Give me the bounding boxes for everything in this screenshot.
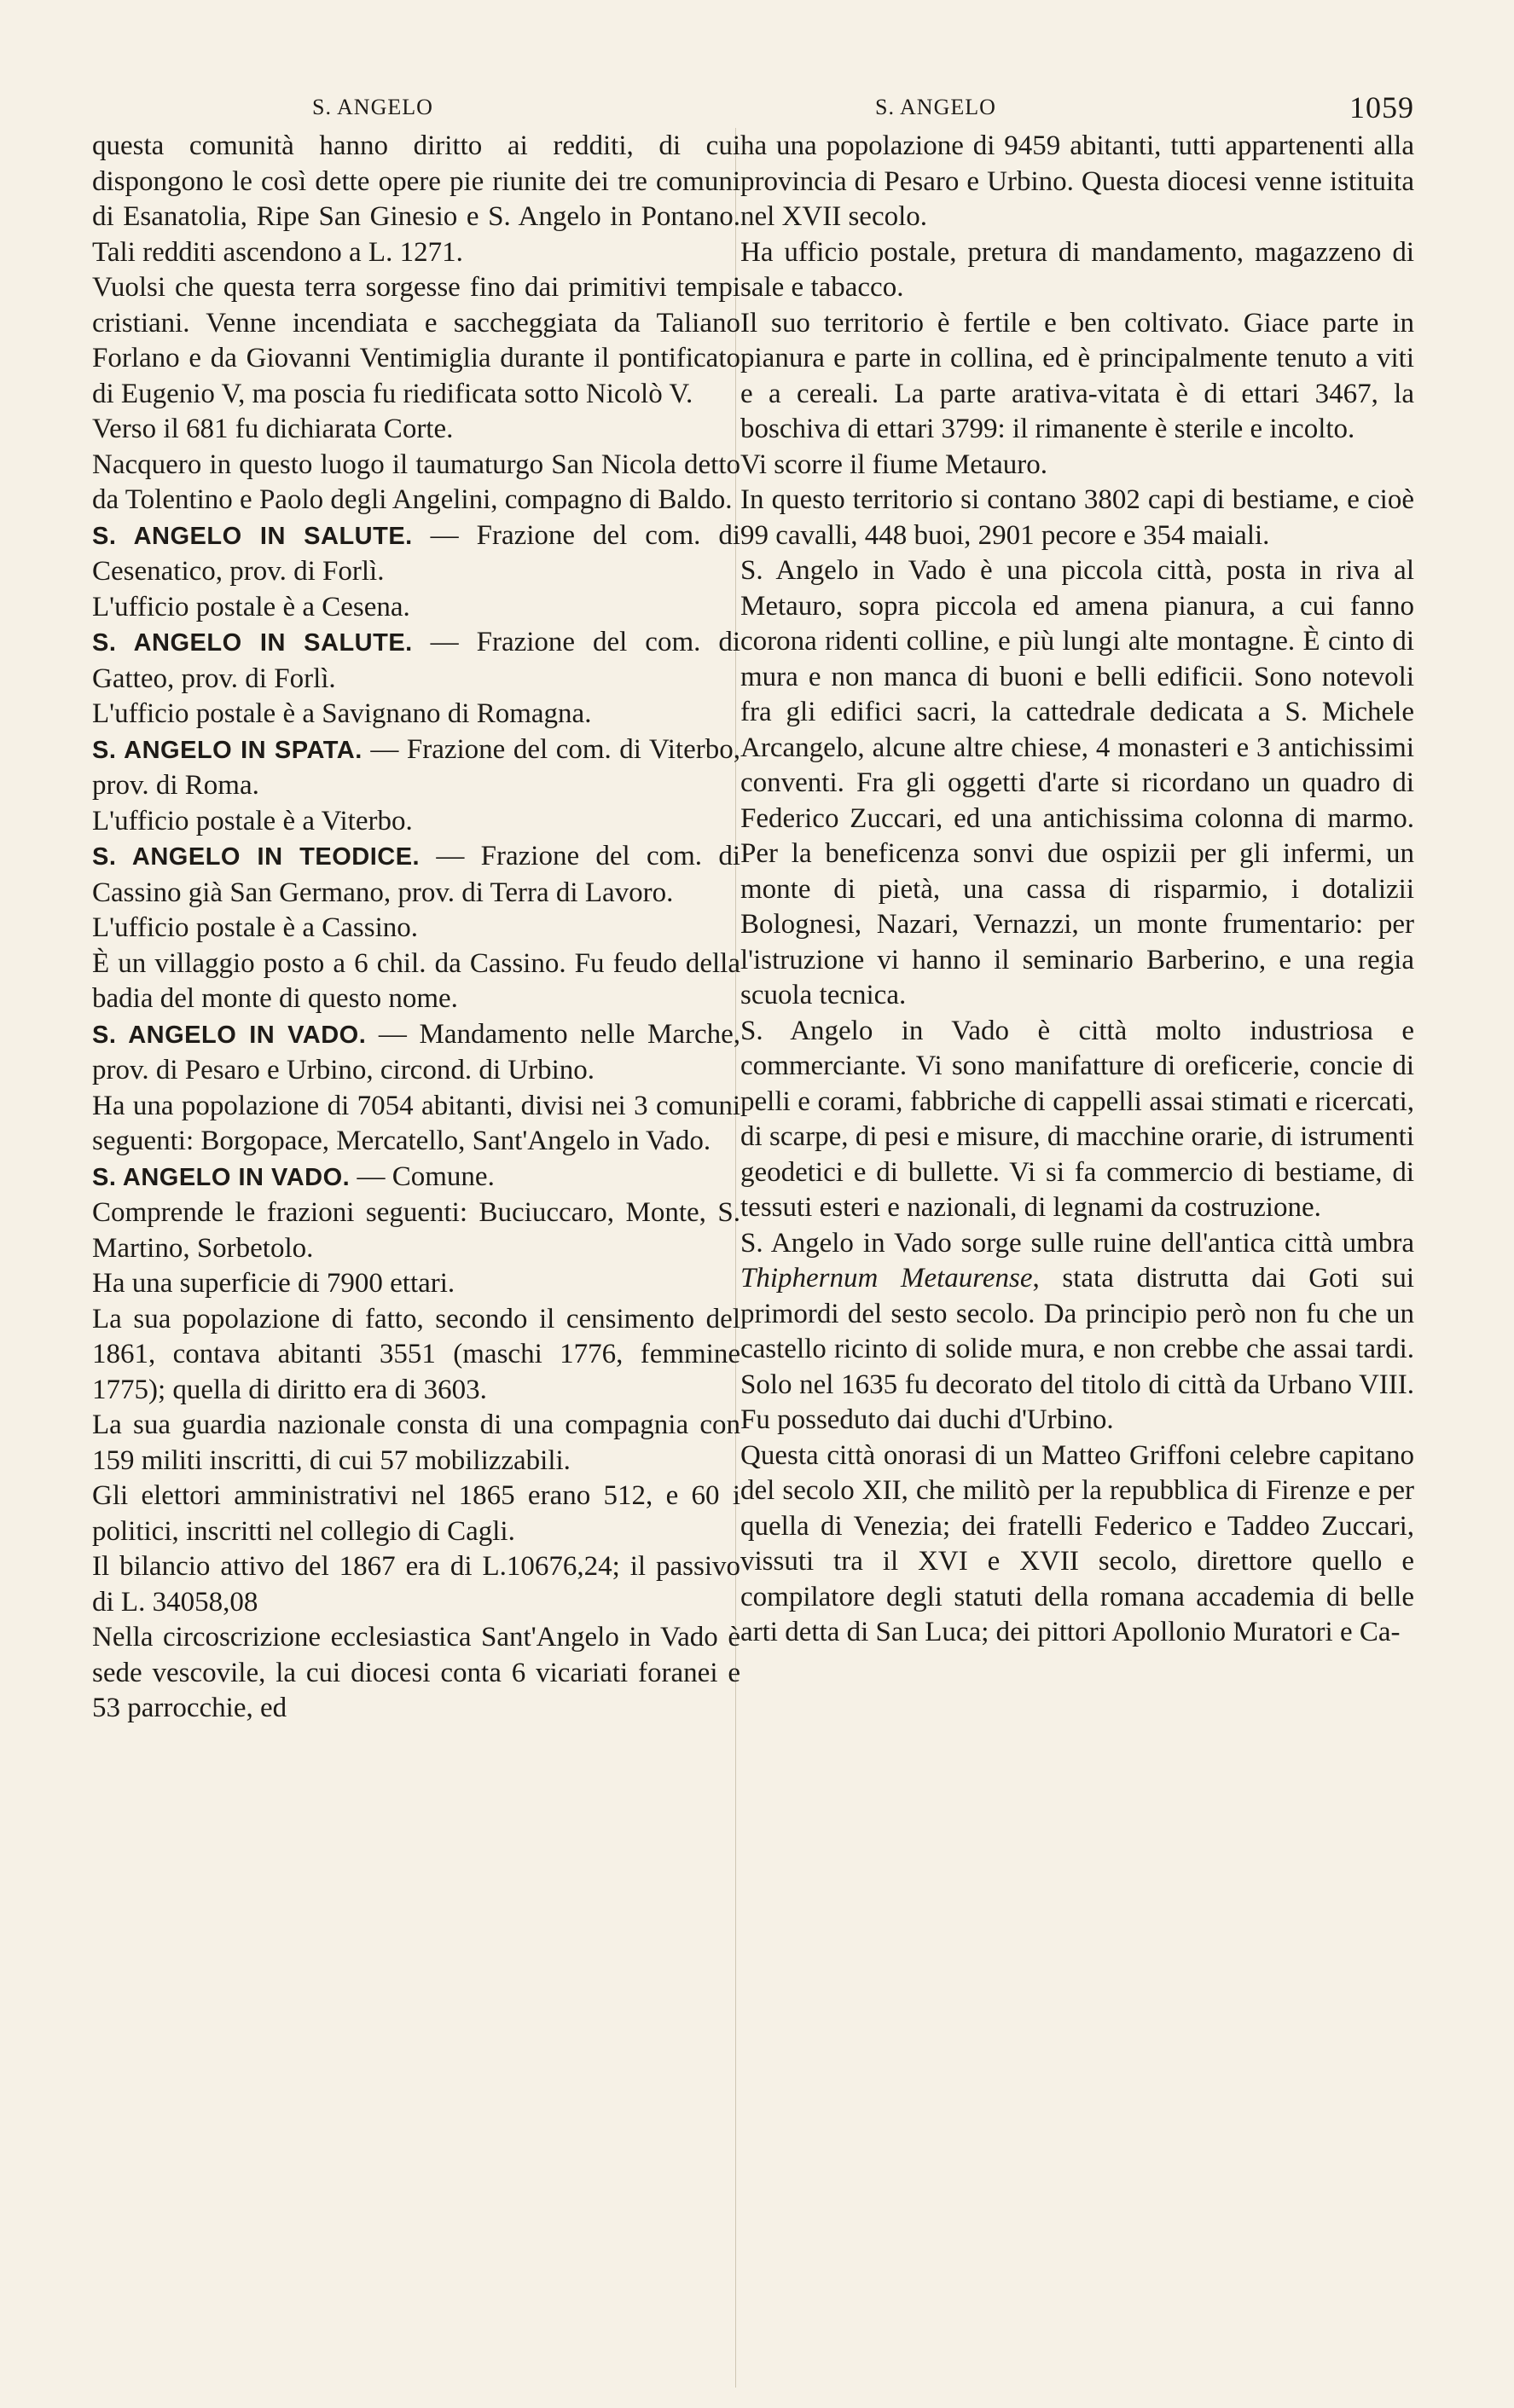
entry-text: — Frazione del com. di Gatteo, prov. di Forlì. [92,627,740,694]
paragraph: Il suo territorio è fertile e ben coltivato. Giace parte in pianura e parte in collina, ed è principalmente tenuto a viti e a cereali. La parte arativa-vitata è di ettari 3467, la boschiva di ettari 3799: il rimanente è sterile e incolto. [740,307,1414,444]
entry-paragraph [92,518,740,590]
paragraph: In questo territorio si contano 3802 capi di bestiame, e cioè 99 cavalli, 448 buoi, 2901 pecore e 354 maiali. [740,484,1414,551]
paragraph: Nacquero in questo luogo il taumaturgo San Nicola detto da Tolentino e Paolo degli Angelini, compagno di Baldo. [92,449,740,515]
entry-heading: S. ANGELO IN TEODICE. [92,843,421,871]
left-header-title: S. ANGELO [312,95,433,119]
entry-text: — Frazione del com. di Cassino già San Germano, prov. di Terra di Lavoro. [92,841,740,908]
right-running-head [740,81,1414,129]
paragraph: È un villaggio posto a 6 chil. da Cassino. Fu feudo della badia del monte di questo nome. [92,947,740,1014]
paragraph: L'ufficio postale è a Savignano di Romagna. [92,698,592,729]
paragraph: Nella circoscrizione ecclesiastica Sant'Angelo in Vado è sede vescovile, la cui diocesi conta 6 vicariati foranei e 53 parrocchie, ed [92,1622,740,1723]
paragraph: Il bilancio attivo del 1867 era di L.10676,24; il passivo di L. 34058,08 [92,1551,740,1618]
paragraph: L'ufficio postale è a Cassino. [92,912,418,943]
entry-text: — Mandamento nelle Marche, prov. di Pesaro e Urbino, circond. di Urbino. [92,1018,740,1085]
entry-text: — Frazione del com. di Cesenatico, prov. di Forlì. [92,519,740,587]
entry-paragraph [92,732,740,804]
paragraph: La sua guardia nazionale consta di una compagnia con 159 militi inscritti, di cui 57 mobilizzabili. [92,1409,740,1476]
text-run: S. Angelo in Vado sorge sulle ruine dell'antica città umbra [740,1227,1414,1259]
entry-heading: S. ANGELO IN SALUTE. [92,522,413,550]
left-running-head [92,81,740,129]
right-body-text [740,129,1414,1651]
paragraph: Vi scorre il fiume Metauro. [740,449,1047,480]
paragraph: L'ufficio postale è a Viterbo. [92,805,413,836]
paragraph: Comprende le frazioni seguenti: Buciuccaro, Monte, S. Martino, Sorbetolo. [92,1197,740,1264]
entry-paragraph [92,839,740,911]
entry-paragraph [92,625,740,697]
entry-text: — Frazione del com. di Viterbo, prov. di Roma. [92,733,740,801]
entry-heading: S. ANGELO IN VADO. [92,1021,367,1049]
page-number: 1059 [1349,90,1414,124]
right-column [740,81,1414,1651]
paragraph: S. Angelo in Vado è una piccola città, posta in riva al Metauro, sopra piccola ed amena pianura, a cui fanno corona ridenti colline, e più lungi alte montagne. È cinto di mura e non manca di buoni e belli edificii. Sono notevoli fra gli edifici sacri, la cattedrale dedicata a S. Michele Arcangelo, alcune altre chiese, 4 monasteri e 3 antichissimi conventi. Fra gli oggetti d'arte si ricordano un quadro di Federico Zuccari, ed una antichissima colonna di marmo. Per la beneficenza sonvi due ospizii per gli infermi, un monte di pietà, una cassa di risparmio, i dotalizii Bolognesi, Nazari, Vernazzi, un monte frumentario: per l'istruzione vi hanno il seminario Barberino, e una regia scuola tecnica. [740,555,1414,1010]
entry-heading: S. ANGELO IN SALUTE. [92,629,413,657]
paragraph: Gli elettori amministrativi nel 1865 erano 512, e 60 i politici, inscritti nel collegio di Cagli. [92,1480,740,1547]
paragraph: questa comunità hanno diritto ai redditi, di cui dispongono le così dette opere pie riunite dei tre comuni di Esanatolia, Ripe San Ginesio e S. Angelo in Pontano. Tali redditi ascendono a L. 1271. [92,130,740,268]
paragraph: La sua popolazione di fatto, secondo il censimento del 1861, contava abitanti 3551 (maschi 1776, femmine 1775); quella di diritto era di 3603. [92,1303,740,1405]
left-column [92,81,740,1727]
italic-latin-name: Thiphernum Metaurense [740,1263,1033,1294]
paragraph: Ha una superficie di 7900 ettari. [92,1268,455,1299]
entry-heading: S. ANGELO IN SPATA. [92,736,363,764]
paragraph: Ha ufficio postale, pretura di mandamento, magazzeno di sale e tabacco. [740,236,1414,303]
paragraph: Verso il 681 fu dichiarata Corte. [92,414,454,444]
entry-paragraph [92,1160,740,1196]
paragraph: ha una popolazione di 9459 abitanti, tutti appartenenti alla provincia di Pesaro e Urbino. Questa diocesi venne istituita nel XVII secolo. [740,130,1414,232]
paragraph: Questa città onorasi di un Matteo Griffoni celebre capitano del secolo XII, che militò per la repubblica di Firenze e per quella di Venezia; dei fratelli Federico e Taddeo Zuccari, vissuti tra il XVI e XVII secolo, direttore quello e compilatore degli statuti della romana accademia di belle arti detta di San Luca; dei pittori Apollonio Muratori e Ca- [740,1439,1414,1647]
entry-paragraph [92,1017,740,1089]
paragraph: L'ufficio postale è a Cesena. [92,591,410,622]
paragraph: Vuolsi che questa terra sorgesse fino dai primitivi tempi cristiani. Venne incendiata e saccheggiata da Taliano Forlano e da Giovanni Ventimiglia durante il pontificato di Eugenio V, ma poscia fu riedificata sotto Nicolò V. [92,272,740,409]
paragraph [740,1226,1414,1438]
paragraph: S. Angelo in Vado è città molto industriosa e commerciante. Vi sono manifatture di oreficerie, concie di pelli e corami, fabbriche di cappelli assai stimati e ricercati, di scarpe, di pesi e misure, di macchine orarie, di istrumenti geodetici e di bullette. Vi si fa commercio di bestiame, di tessuti esteri e nazionali, di legnami da costruzione. [740,1015,1414,1223]
entry-heading: S. ANGELO IN VADO. [92,1163,351,1191]
entry-text: — Comune. [350,1161,495,1192]
paragraph: Ha una popolazione di 7054 abitanti, divisi nei 3 comuni seguenti: Borgopace, Mercatello, Sant'Angelo in Vado. [92,1090,740,1156]
text-run: , stata distrutta dai Goti sui primordi del sesto secolo. Da principio però non fu che un castello ricinto di solide mura, e non crebbe che assai tardi. Solo nel 1635 fu decorato del titolo di città da Urbano VIII. Fu posseduto dai duchi d'Urbino. [740,1263,1415,1435]
right-header-title: S. ANGELO [875,95,996,119]
left-body-text [92,129,740,1727]
